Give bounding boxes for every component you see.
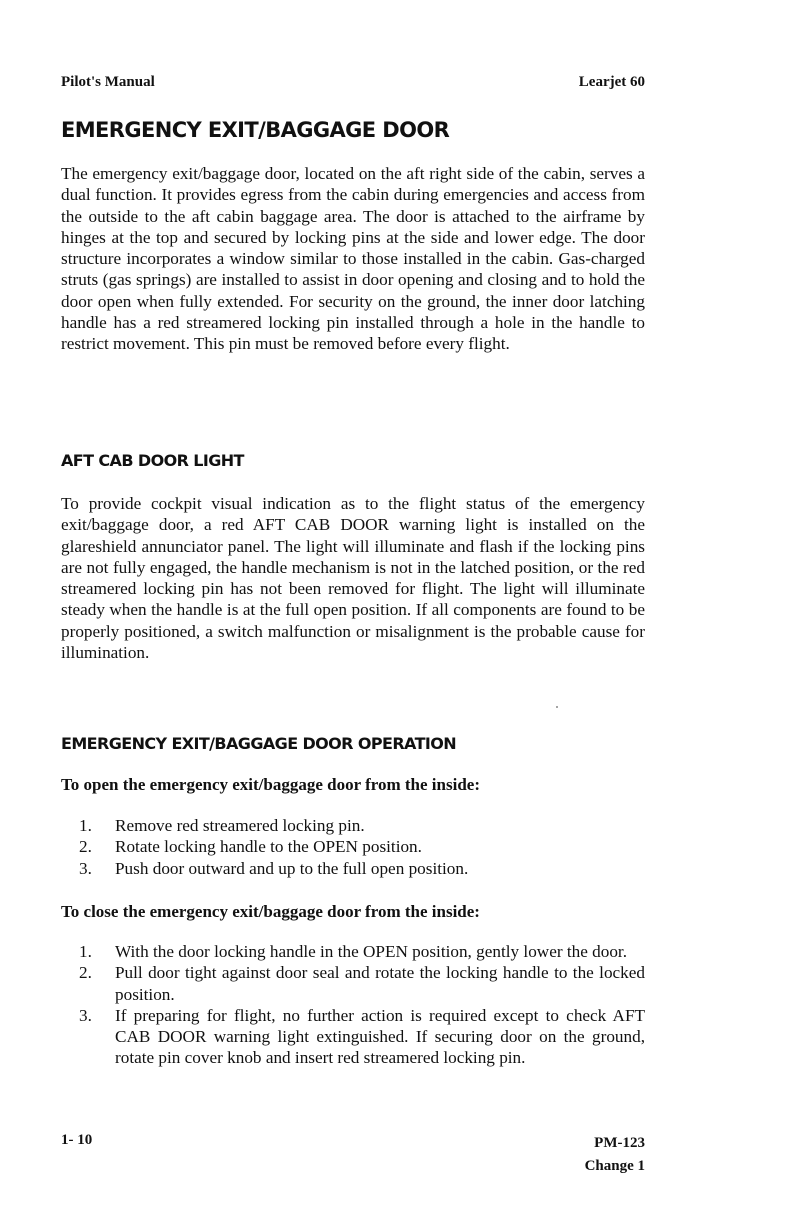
operation-section-heading: EMERGENCY EXIT/BAGGAGE DOOR OPERATION [61, 734, 457, 753]
step-number: 2. [79, 837, 92, 857]
step-text: Push door outward and up to the full open position. [115, 858, 469, 878]
header-aircraft-model: Learjet 60 [578, 74, 645, 90]
close-procedure-title: To close the emergency exit/baggage door from the inside: [61, 902, 480, 921]
step-text: If preparing for flight, no further action is required except to check AFT CAB DOOR warning light extinguished. If securing door on the ground, rotate pin cover knob and insert red streamered locking pin. [115, 1005, 645, 1068]
list-item [61, 858, 645, 879]
step-text: Pull door tight against door seal and rotate the locking handle to the locked position. [115, 963, 645, 1004]
open-procedure-title: To open the emergency exit/baggage door from the inside: [61, 775, 480, 794]
footer-doc-info [585, 1132, 645, 1178]
open-procedure-steps [61, 815, 645, 879]
light-section-paragraph: To provide cockpit visual indication as to the flight status of the emergency exit/baggage door, a red AFT CAB DOOR warning light is installed on the glareshield annunciator panel. The light will illuminate and flash if the locking pins are not fully engaged, the handle mechanism is not in the latched position, or the red streamered locking pin has not been removed for flight. The light will illuminate steady when the handle is at the full open position. If all components are found to be properly positioned, a switch malfunction or misalignment is the probable cause for illumination. [61, 494, 645, 663]
step-number: 1. [79, 942, 92, 961]
step-text: With the door locking handle in the OPEN position, gently lower the door. [115, 942, 627, 961]
step-number: 3. [79, 858, 92, 878]
step-number: 3. [79, 1005, 92, 1025]
list-item [61, 815, 645, 836]
manual-page [61, 0, 645, 1224]
step-text: Remove red streamered locking pin. [115, 816, 365, 835]
page-title: EMERGENCY EXIT/BAGGAGE DOOR [61, 118, 450, 142]
light-section-heading: AFT CAB DOOR LIGHT [61, 451, 244, 470]
list-item [61, 962, 645, 1005]
header-manual-title: Pilot's Manual [61, 74, 155, 90]
list-item [61, 1005, 645, 1069]
intro-paragraph: The emergency exit/baggage door, located on the aft right side of the cabin, serves a dual function. It provides egress from the cabin during emergencies and access from the outside to the aft cabin baggage area. The door is attached to the airframe by hinges at the top and secured by locking pins at the side and lower edge. The door structure incorporates a window similar to those installed in the cabin. Gas-charged struts (gas springs) are installed to assist in door opening and closing and to hold the door open when fully extended. For security on the ground, the inner door latching handle has a red streamered locking pin installed through a hole in the handle to restrict movement. This pin must be removed before every flight. [61, 164, 645, 354]
scan-speck [556, 706, 558, 708]
footer-doc-id: PM-123 [594, 1135, 645, 1151]
close-procedure-steps [61, 941, 645, 1069]
step-number: 2. [79, 963, 92, 983]
list-item [61, 836, 645, 857]
step-text: Rotate locking handle to the OPEN position. [115, 837, 422, 857]
footer-change: Change 1 [584, 1158, 645, 1174]
list-item [61, 941, 645, 962]
step-number: 1. [79, 816, 92, 835]
footer-page-number: 1- 10 [61, 1132, 93, 1148]
